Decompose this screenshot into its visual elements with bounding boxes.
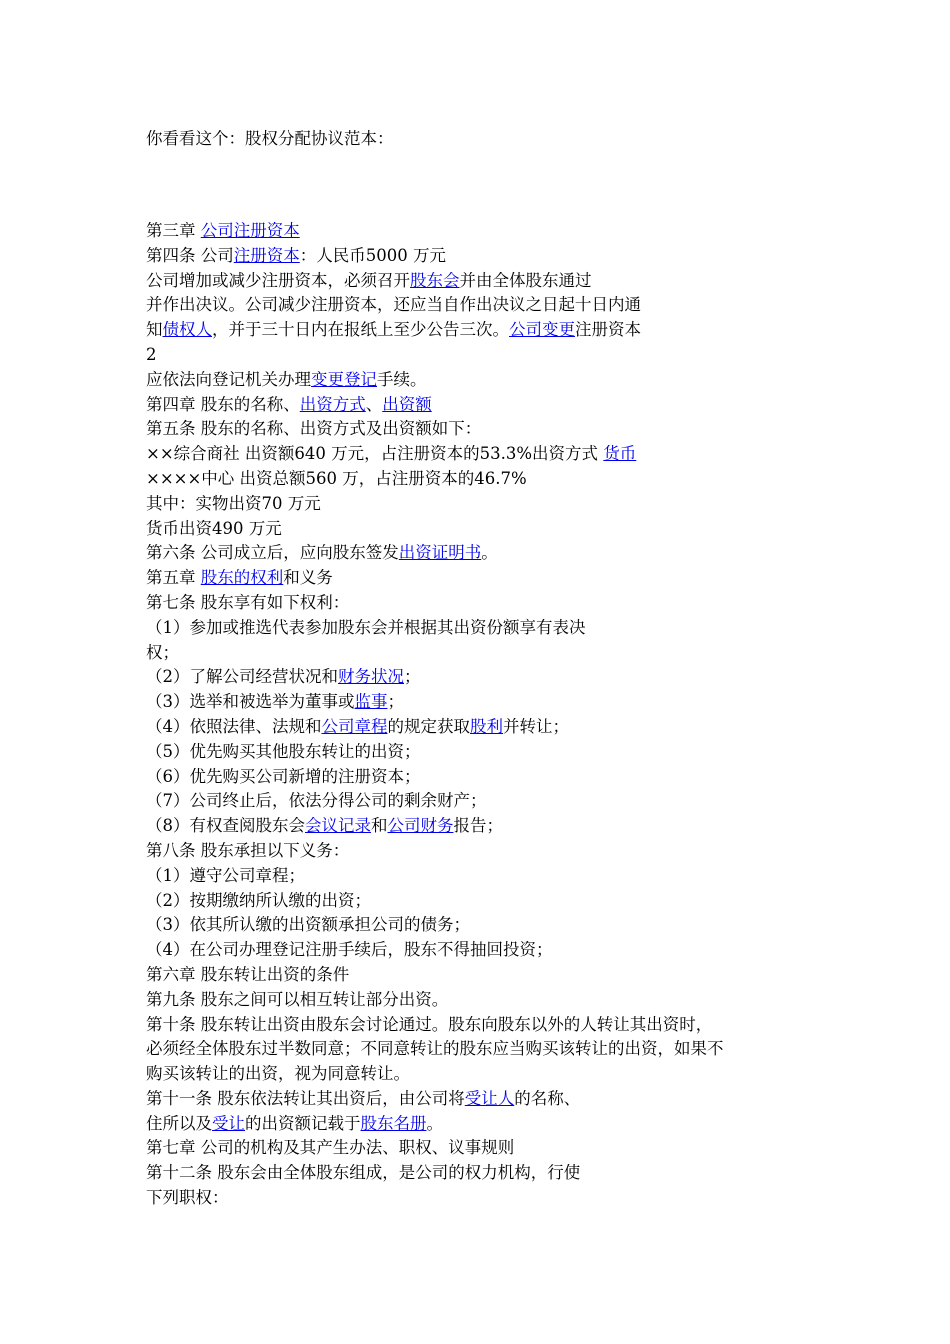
hyperlink[interactable]: 债权人 [162, 320, 212, 340]
line-text: 必须经全体股东过半数同意；不同意转让的股东应当购买该转让的出资，如果不 [146, 1039, 724, 1059]
document-line [146, 1062, 724, 1087]
line-text: ：人民币5000 万元 [299, 245, 446, 265]
line-text: 2 [146, 344, 157, 364]
line-text: 第四章 股东的名称、 [146, 394, 300, 414]
hyperlink[interactable]: 会议记录 [305, 816, 371, 836]
hyperlink[interactable]: 公司变更 [509, 320, 575, 340]
document-line [146, 343, 724, 368]
document-line [146, 417, 724, 442]
hyperlink[interactable]: 受让人 [464, 1088, 515, 1108]
line-text: 第四条 公司 [146, 245, 234, 265]
document-line [146, 566, 724, 591]
document-line [146, 219, 724, 244]
document-line [146, 1112, 724, 1137]
document-line [146, 789, 724, 814]
document-line [146, 1013, 724, 1038]
hyperlink[interactable]: 股东名册 [360, 1113, 427, 1133]
line-text: 并作出决议。公司减少注册资本，还应当自作出决议之日起十日内通 [146, 295, 641, 315]
document-line [146, 269, 724, 294]
line-text: （1）参加或推选代表参加股东会并根据其出资份额享有表决 [146, 617, 586, 637]
document-line [146, 591, 724, 616]
intro-text: 你看看这个：股权分配协议范本： [146, 129, 394, 148]
line-text: 第六章 股东转让出资的条件 [146, 964, 350, 984]
line-text: （2）了解公司经营状况和 [146, 667, 338, 687]
document-line [146, 1161, 724, 1186]
document-body [146, 219, 724, 1211]
document-line [146, 517, 724, 542]
line-text: ××××中心 出资总额560 万，占注册资本的46.7% [146, 468, 527, 488]
line-text: 。 [426, 1113, 443, 1133]
line-text: 第五章 [146, 568, 201, 588]
document-line [146, 616, 724, 641]
line-text: （1）遵守公司章程； [146, 865, 305, 885]
document-line [146, 938, 724, 963]
line-text: 报告； [453, 816, 503, 836]
line-text: 第十条 股东转让出资由股东会讨论通过。股东向股东以外的人转让其出资时， [146, 1014, 713, 1034]
line-text: 并转让； [503, 716, 569, 736]
document-line [146, 1186, 724, 1211]
line-text: （4）在公司办理登记注册手续后，股东不得抽回投资； [146, 940, 553, 960]
document-line [146, 765, 724, 790]
document-line [146, 368, 724, 393]
document-line [146, 665, 724, 690]
hyperlink[interactable]: 公司注册资本 [200, 221, 300, 240]
document-line [146, 963, 724, 988]
line-text: ； [387, 692, 404, 712]
line-text: 。 [481, 543, 498, 563]
document-line [146, 492, 724, 517]
document-line [146, 889, 724, 914]
line-text: （7）公司终止后，依法分得公司的剩余财产； [146, 791, 487, 811]
hyperlink[interactable]: 受让 [212, 1113, 245, 1133]
line-text: 第十一条 股东依法转让其出资后，由公司将 [146, 1088, 465, 1108]
document-line [146, 715, 724, 740]
line-text: 的规定获取 [387, 716, 470, 736]
line-text: 第九条 股东之间可以相互转让部分出资。 [146, 989, 449, 1009]
document-line [146, 442, 724, 467]
line-text: 货币出资490 万元 [146, 518, 282, 538]
line-text: 权； [146, 642, 179, 662]
line-text: 其中：实物出资70 万元 [146, 493, 321, 513]
hyperlink[interactable]: 股利 [470, 716, 503, 736]
document-line [146, 864, 724, 889]
line-text: 第六条 公司成立后，应向股东签发 [146, 543, 399, 563]
line-text: 的名称、 [514, 1088, 581, 1108]
line-text: 的出资额记载于 [245, 1113, 361, 1133]
line-text: 注册资本 [575, 320, 641, 340]
document-line [146, 814, 724, 839]
line-text: 第七条 股东享有如下权利： [146, 592, 350, 612]
line-text: （8）有权查阅股东会 [146, 816, 305, 836]
document-line [146, 690, 724, 715]
line-text: 和 [371, 816, 388, 836]
line-text: 第三章 [146, 221, 201, 240]
line-text: （5）优先购买其他股东转让的出资； [146, 741, 421, 761]
line-text: 公司增加或减少注册资本，必须召开 [146, 270, 410, 290]
document-line [146, 839, 724, 864]
line-text: 应依法向登记机关办理 [146, 369, 311, 389]
line-text: 住所以及 [146, 1113, 212, 1133]
line-text: 、 [365, 394, 383, 414]
document-line [146, 293, 724, 318]
line-text: 知 [146, 320, 163, 340]
hyperlink[interactable]: 变更登记 [311, 369, 377, 389]
document-line [146, 641, 724, 666]
line-text: ； [404, 667, 421, 687]
line-text: 手续。 [377, 369, 427, 389]
hyperlink[interactable]: 股东会 [410, 270, 460, 290]
hyperlink[interactable]: 股东的权利 [200, 568, 284, 588]
line-text: 购买该转让的出资，视为同意转让。 [146, 1064, 410, 1084]
document-line [146, 393, 724, 418]
hyperlink[interactable]: 注册资本 [233, 245, 300, 265]
hyperlink[interactable]: 出资方式 [299, 394, 366, 414]
hyperlink[interactable]: 出资证明书 [398, 543, 482, 563]
hyperlink[interactable]: 公司财务 [387, 816, 454, 836]
document-line [146, 541, 724, 566]
document-line [146, 913, 724, 938]
hyperlink[interactable]: 公司章程 [321, 716, 388, 736]
line-text: 第七章 公司的机构及其产生办法、职权、议事规则 [146, 1138, 515, 1158]
line-text: 第十二条 股东会由全体股东组成，是公司的权力机构，行使 [146, 1163, 581, 1183]
document-line [146, 1037, 724, 1062]
line-text: （4）依照法律、法规和 [146, 716, 322, 736]
document-line [146, 467, 724, 492]
document-line [146, 1087, 724, 1112]
line-text: 和义务 [283, 568, 333, 588]
line-text: ，并于三十日内在报纸上至少公告三次。 [212, 320, 509, 340]
line-text: ××综合商社 出资额640 万元，占注册资本的53.3%出资方式 [146, 444, 604, 464]
document-line [146, 244, 724, 269]
line-text: 第五条 股东的名称、出资方式及出资额如下： [146, 419, 482, 439]
document-line [146, 1136, 724, 1161]
document-line [146, 988, 724, 1013]
document-line [146, 740, 724, 765]
line-text: （3）选举和被选举为董事或 [146, 692, 355, 712]
hyperlink[interactable]: 货币 [603, 444, 637, 464]
hyperlink[interactable]: 财务状况 [338, 667, 404, 687]
document-line [146, 318, 724, 343]
line-text: 下列职权： [146, 1188, 229, 1208]
line-text: （6）优先购买公司新增的注册资本； [146, 766, 421, 786]
line-text: 并由全体股东通过 [459, 270, 592, 290]
line-text: （2）按期缴纳所认缴的出资； [146, 890, 371, 910]
line-text: （3）依其所认缴的出资额承担公司的债务； [146, 915, 470, 935]
hyperlink[interactable]: 出资额 [382, 394, 432, 414]
line-text: 第八条 股东承担以下义务： [146, 840, 350, 860]
hyperlink[interactable]: 监事 [354, 692, 388, 712]
